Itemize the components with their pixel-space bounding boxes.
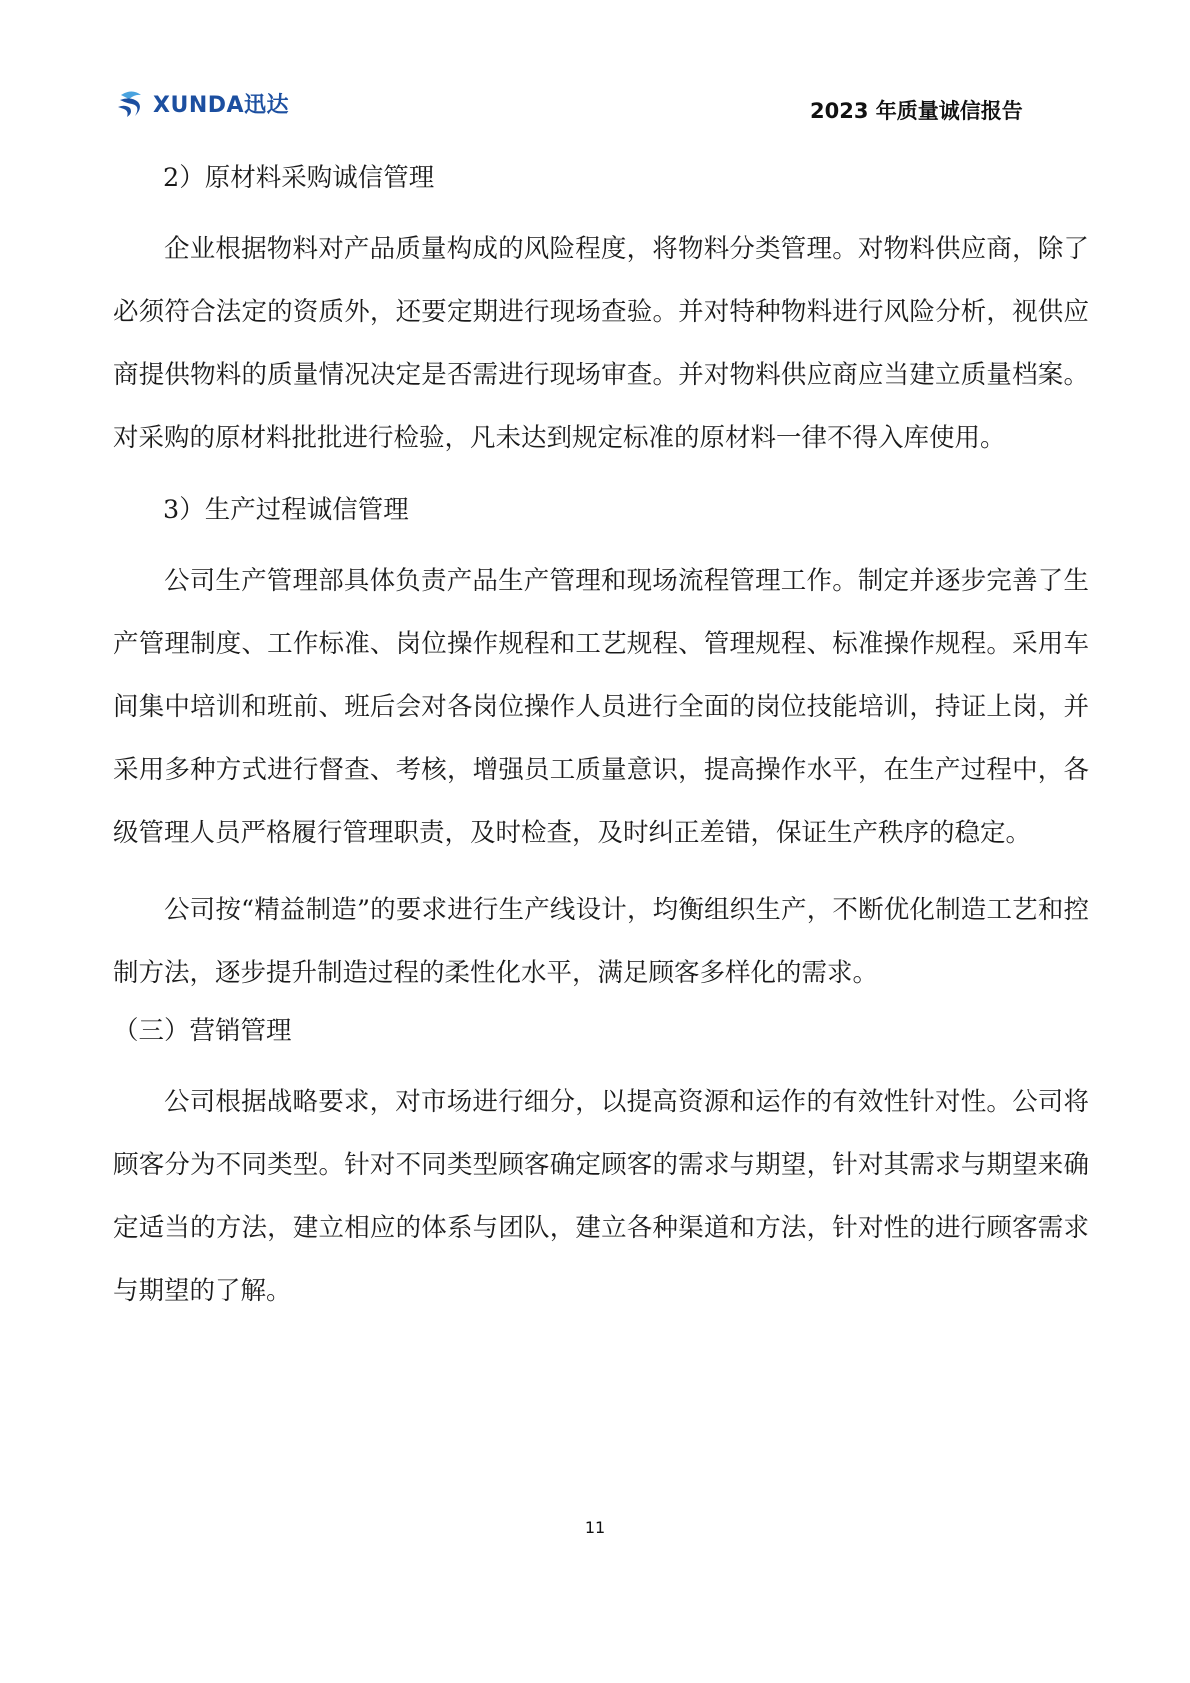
paragraph-production-management: 公司生产管理部具体负责产品生产管理和现场流程管理工作。制定并逐步完善了生产管理制度、工作标准、岗位操作规程和工艺规程、管理规程、标准操作规程。采用车间集中培训和班前、班后会对各岗位操作人员进行全面的岗位技能培训，持证上岗，并采用多种方式进行督查、考核，增强员工质量意识，提高操作水平，在生产过程中，各级管理人员严格履行管理职责，及时检查，及时纠正差错，保证生产秩序的稳定。: [113, 566, 1089, 848]
logo-text: XUNDA迅达: [153, 92, 290, 118]
paragraph-marketing: 公司根据战略要求，对市场进行细分，以提高资源和运作的有效性针对性。公司将顾客分为不同类型。针对不同类型顾客确定顾客的需求与期望，针对其需求与期望来确定适当的方法，建立相应的体系与团队，建立各种渠道和方法，针对性的进行顾客需求与期望的了解。: [113, 1087, 1089, 1306]
company-logo: [115, 86, 289, 120]
report-title: 2023 年质量诚信报告: [810, 99, 1023, 123]
section-heading-production: 3）生产过程诚信管理: [163, 495, 409, 525]
section-heading-raw-material: 2）原材料采购诚信管理: [163, 163, 435, 193]
page-number: 11: [584, 1518, 606, 1537]
xunda-logo-icon: [115, 86, 149, 120]
document-body: [113, 152, 1089, 1323]
paragraph-raw-material: 企业根据物料对产品质量构成的风险程度，将物料分类管理。对物料供应商，除了必须符合法定的资质外，还要定期进行现场查验。并对特种物料进行风险分析，视供应商提供物料的质量情况决定是否需进行现场审查。并对物料供应商应当建立质量档案。对采购的原材料批批进行检验，凡未达到规定标准的原材料一律不得入库使用。: [113, 234, 1089, 453]
paragraph-lean-manufacturing: 公司按“精益制造”的要求进行生产线设计，均衡组织生产，不断优化制造工艺和控制方法，逐步提升制造过程的柔性化水平，满足顾客多样化的需求。: [113, 895, 1089, 988]
section-heading-marketing: （三）营销管理: [113, 1016, 292, 1046]
